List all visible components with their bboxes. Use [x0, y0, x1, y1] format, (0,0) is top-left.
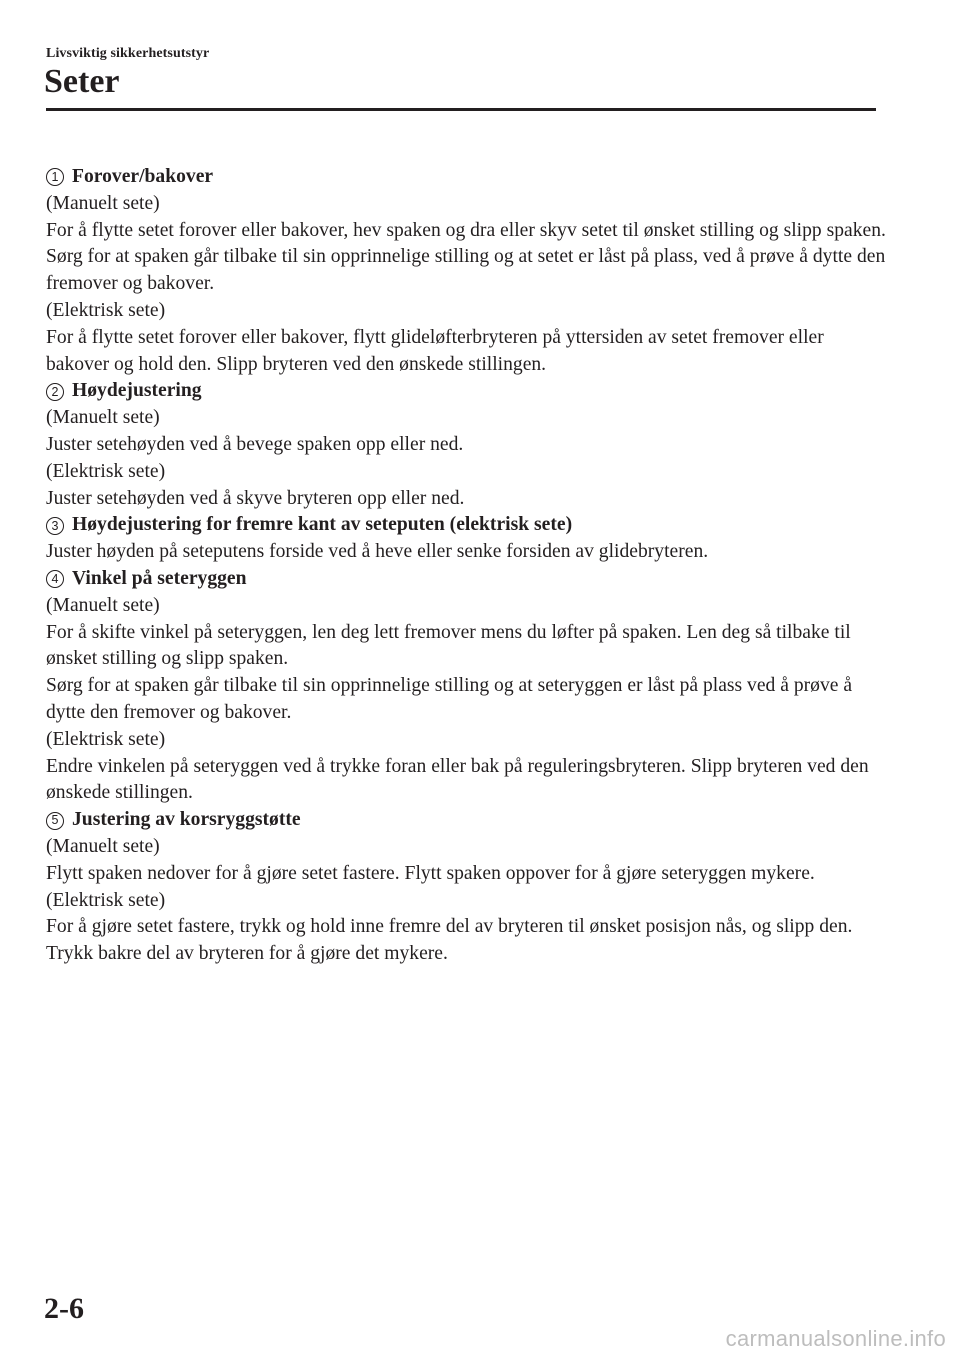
- circled-number-icon: 5: [46, 812, 64, 830]
- paragraph: Juster høyden på seteputens forside ved å heve eller senke forsiden av glidebryteren.: [46, 541, 709, 563]
- paragraph: (Elektrisk sete): [46, 299, 166, 321]
- page-number: 2-6: [44, 1292, 84, 1325]
- paragraph: Juster setehøyden ved å bevege spaken opp eller ned.: [46, 433, 464, 455]
- section-title: Høydejustering for fremre kant av seteputen (elektrisk sete): [72, 514, 573, 536]
- paragraph: (Manuelt sete): [46, 835, 160, 857]
- paragraph: For å skifte vinkel på seteryggen, len deg lett fremover mens du løfter på spaken. Len deg så tilbake til ønsket stilling og slipp spaken.: [46, 621, 851, 670]
- section-heading: [46, 164, 886, 191]
- paragraph: Endre vinkelen på seteryggen ved å trykke foran eller bak på reguleringsbryteren. Slipp bryteren ved den ønskede stillingen.: [46, 755, 869, 804]
- section-title: Justering av korsryggstøtte: [72, 809, 301, 831]
- paragraph: Juster setehøyden ved å skyve bryteren opp eller ned.: [46, 487, 465, 509]
- section-title: Forover/bakover: [72, 166, 214, 187]
- section-heading: [46, 512, 886, 539]
- watermark: carmanualsonline.info: [725, 1326, 946, 1351]
- paragraph: For å gjøre setet fastere, trykk og hold inne fremre del av bryteren til ønsket posisjon nås, og slipp den.: [46, 916, 853, 938]
- chapter-label: Livsviktig sikkerhetsutstyr: [46, 46, 210, 61]
- section-2: [46, 378, 886, 512]
- section-5: [46, 807, 886, 968]
- content-body: [46, 164, 886, 968]
- title-divider: [46, 108, 876, 111]
- paragraph: (Manuelt sete): [46, 407, 160, 429]
- paragraph: (Elektrisk sete): [46, 460, 166, 482]
- section-heading: [46, 807, 886, 834]
- section-4: [46, 566, 886, 807]
- paragraph: Flytt spaken nedover for å gjøre setet fastere. Flytt spaken oppover for å gjøre seteryggen mykere.: [46, 862, 815, 884]
- section-1: [46, 164, 886, 378]
- paragraph: (Manuelt sete): [46, 594, 160, 616]
- paragraph: Sørg for at spaken går tilbake til sin opprinnelige stilling og at setet er låst på plass, ved å prøve å dytte den fremover og bakover.: [46, 246, 886, 295]
- paragraph: For å flytte setet forover eller bakover, flytt glideløfterbryteren på yttersiden av setet fremover eller bakover og hold den. Slipp bryteren ved den ønskede stillingen.: [46, 326, 824, 375]
- paragraph: (Elektrisk sete): [46, 889, 166, 911]
- circled-number-icon: 3: [46, 517, 64, 535]
- paragraph: Trykk bakre del av bryteren for å gjøre det mykere.: [46, 943, 448, 965]
- paragraph: For å flytte setet forover eller bakover, hev spaken og dra eller skyv setet til ønsket stilling og slipp spaken.: [46, 219, 886, 241]
- paragraph: (Elektrisk sete): [46, 728, 166, 750]
- section-heading: [46, 566, 886, 593]
- paragraph: Sørg for at spaken går tilbake til sin opprinnelige stilling og at seteryggen er låst på plass ved å prøve å dytte den fremover og bakover.: [46, 675, 853, 723]
- paragraph: (Manuelt sete): [46, 192, 160, 214]
- page-title: Seter: [44, 63, 120, 100]
- circled-number-icon: 1: [46, 168, 64, 186]
- circled-number-icon: 2: [46, 383, 64, 401]
- circled-number-icon: 4: [46, 570, 64, 588]
- section-3: [46, 512, 886, 566]
- section-heading: [46, 378, 886, 405]
- section-title: Vinkel på seteryggen: [72, 567, 247, 589]
- section-title: Høydejustering: [72, 380, 202, 402]
